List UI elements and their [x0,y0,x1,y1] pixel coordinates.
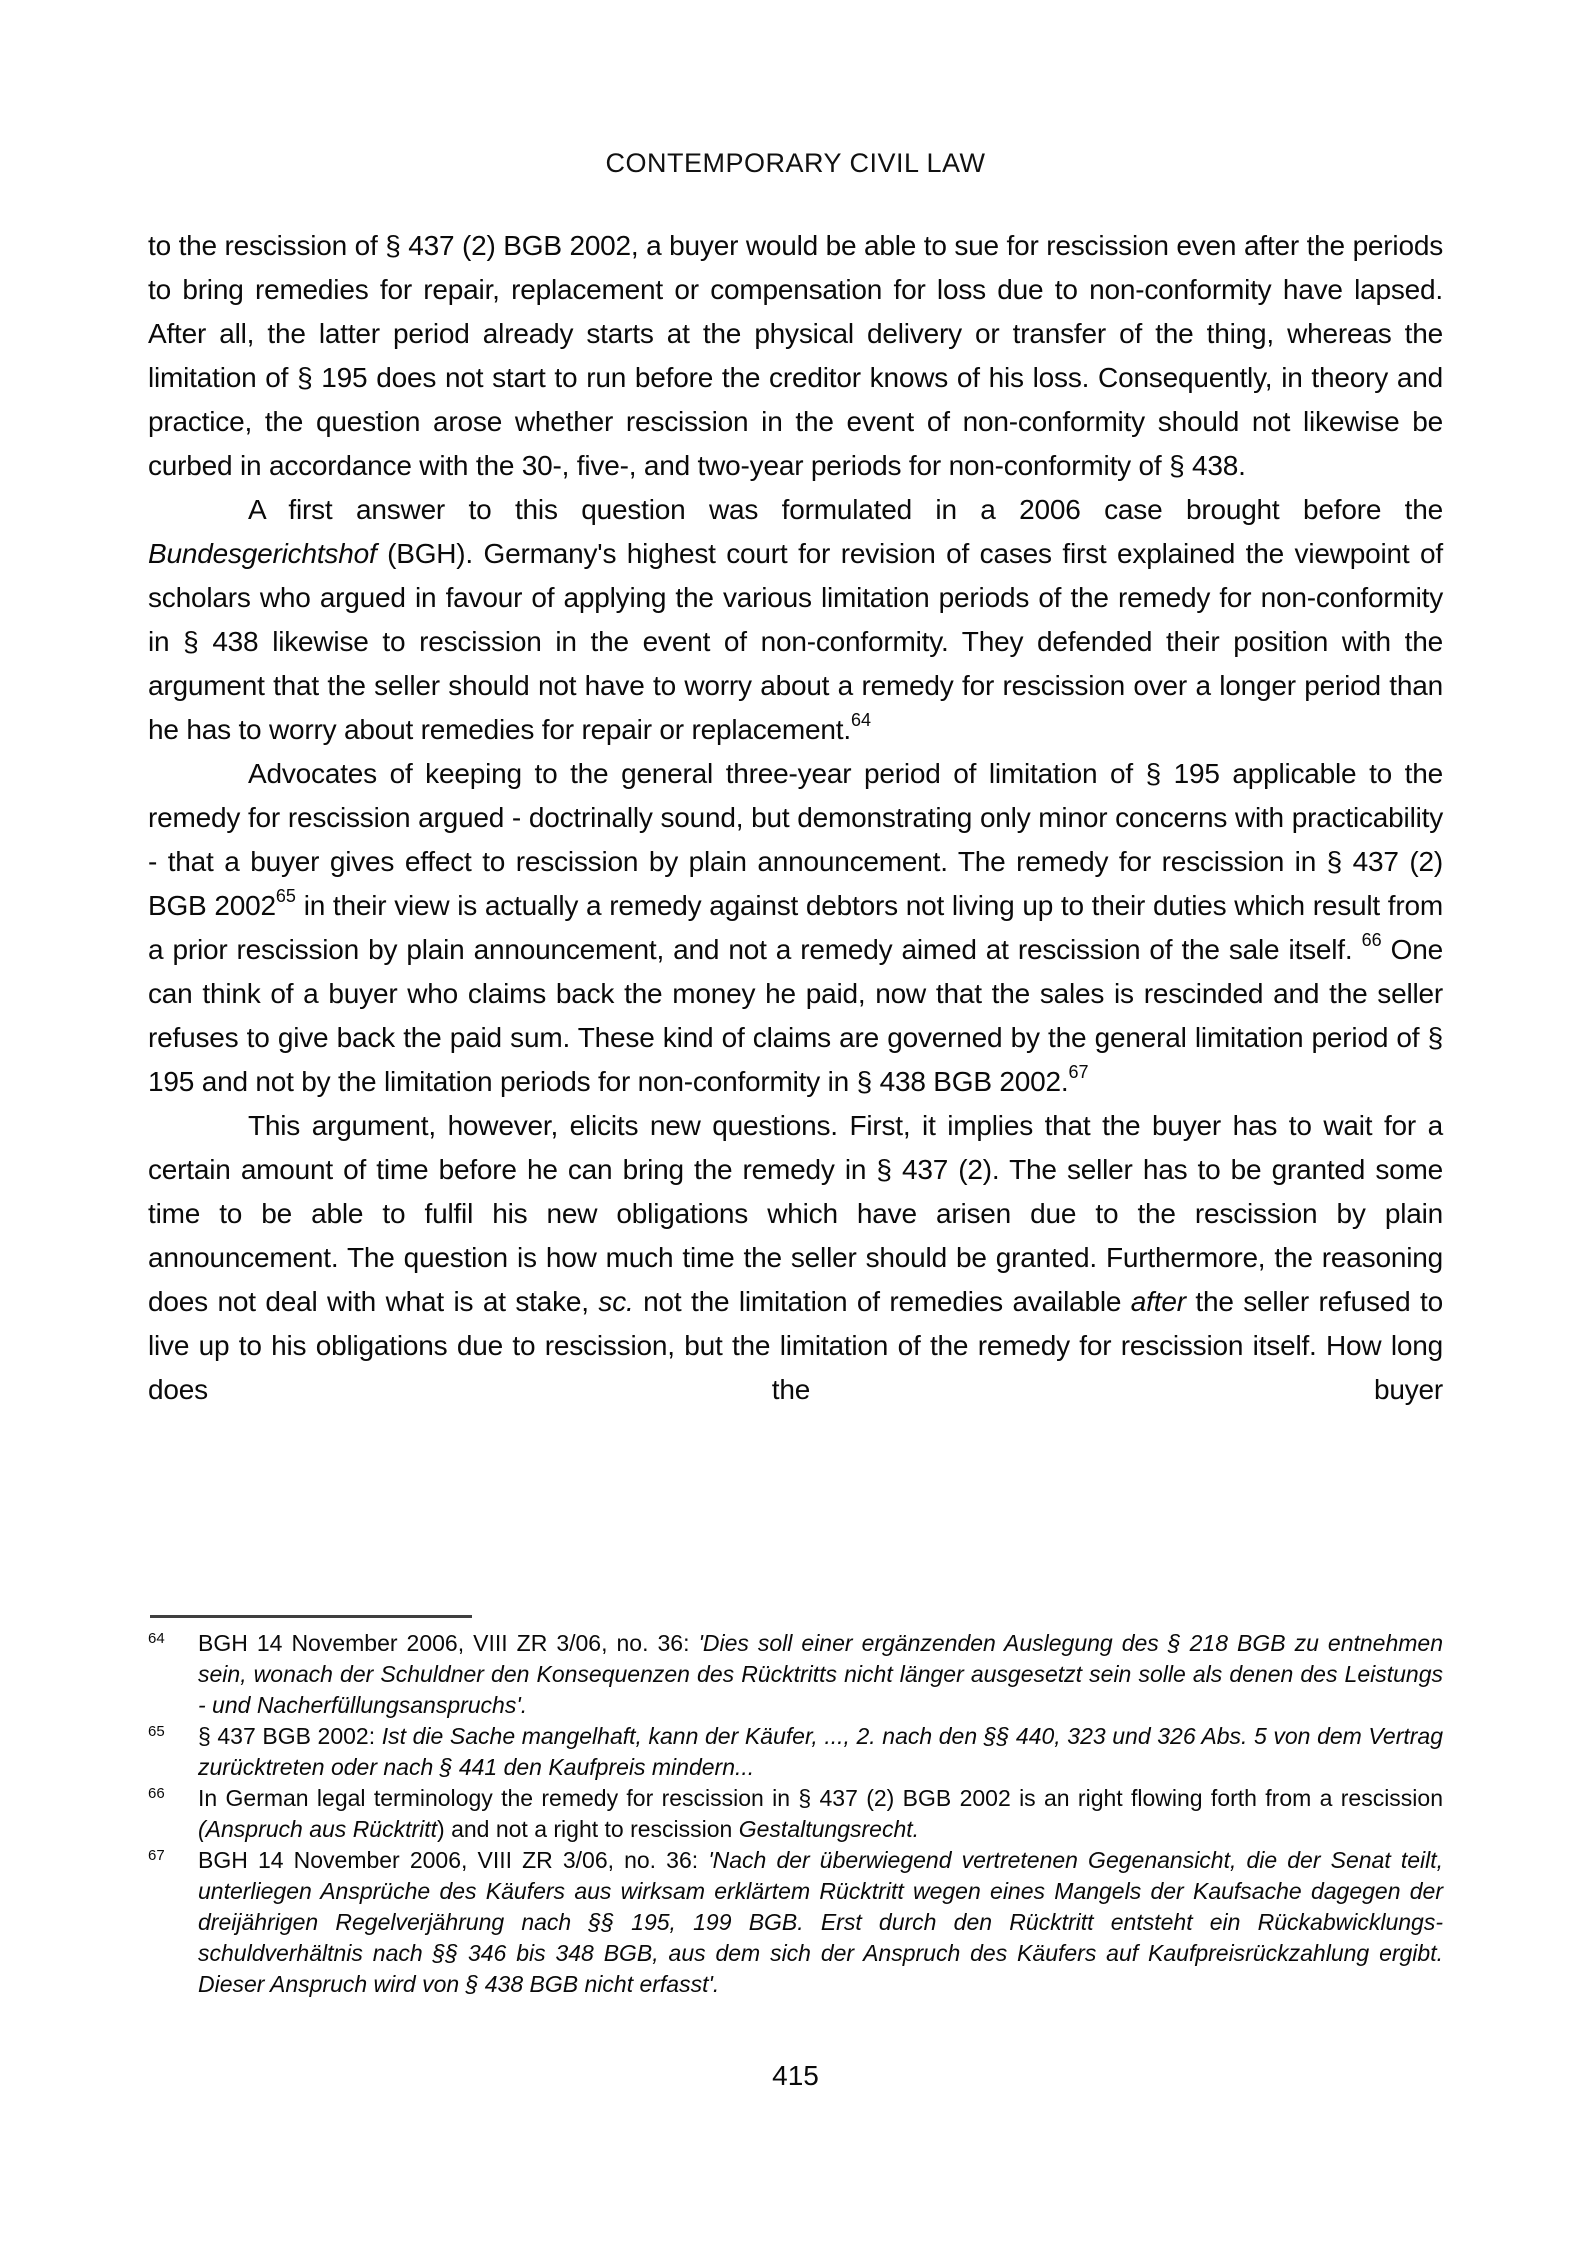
italic-text-run: 'Dies soll einer ergänzenden Auslegung des § 218 BGB zu entnehmen sein, wonach der Schuldner den Konsequenzen des Rücktritts nicht länger ausgesetzt sein solle als denen des Leistungs - und Nacherfüllungsanspruchs'. [198,1630,1443,1718]
footnote [148,1783,1443,1845]
text-run: to the rescission of § 437 (2) BGB 2002, a buyer would be able to sue for rescission even after the periods to bring remedies for repair, replacement or compensation for loss due to non-conformity have lapsed. After all, the latter period already starts at the physical delivery or transfer of the thing, whereas the limitation of § 195 does not start to run before the creditor knows of his loss. Consequently, in theory and practice, the question arose whether rescission in the event of non-conformity should not likewise be curbed in accordance with the 30-, five-, and two-year periods for non-conformity of § 438. [148,230,1443,481]
footnote-reference: 66 [1361,930,1382,950]
italic-text-run: Gestaltungsrecht. [738,1816,920,1842]
text-run: not the limitation of remedies available [633,1286,1131,1317]
footnote-reference: 64 [850,710,871,730]
italic-text-run: after [1130,1286,1186,1317]
footnote-number: 65 [148,1723,165,1740]
paragraph [148,1104,1443,1412]
footnote-number: 67 [148,1847,165,1864]
footnote-reference: 67 [1068,1062,1089,1082]
text-run: A first answer to this question was formulated in a 2006 case brought before the [248,494,1443,525]
footnote-text [198,1845,1443,2000]
text-run: BGH 14 November 2006, VIII ZR 3/06, no. 36: [198,1630,699,1656]
footnote [148,1628,1443,1721]
footnote-separator [150,1615,472,1618]
text-run: in their view is actually a remedy against debtors not living up to their duties which result from a prior rescission by plain announcement, and not a remedy aimed at rescission of the sale itself. [148,890,1443,965]
footnote [148,1721,1443,1783]
footnote-reference: 65 [275,886,296,906]
text-run: § 437 BGB 2002: [198,1723,382,1749]
body-text-block [148,224,1443,1412]
paragraph [148,752,1443,1104]
italic-text-run: Bundesgerichtshof [148,538,377,569]
paragraph [148,224,1443,488]
text-run: BGH 14 November 2006, VIII ZR 3/06, no. 36: [198,1847,709,1873]
footnote-text [198,1783,1443,1845]
running-header [148,148,1443,179]
page-number: 415 [772,2060,819,2091]
text-run: ) and not a right to rescission [437,1816,739,1842]
page-title: CONTEMPORARY CIVIL LAW [605,148,986,178]
text-run: (BGH). Germany's highest court for revision of cases first explained the viewpoint of scholars who argued in favour of applying the various limitation periods of the remedy for non-conformity in § 438 likewise to rescission in the event of non-conformity. They defended their position with the argument that the seller should not have to worry about a remedy for rescission over a longer period than he has to worry about remedies for repair or replacement. [148,538,1443,745]
italic-text-run: (Anspruch aus Rücktritt [198,1816,438,1842]
footnote [148,1845,1443,2000]
italic-text-run: sc. [598,1286,634,1317]
text-run: In German legal terminology the remedy for rescission in § 437 (2) BGB 2002 is an right flowing forth from a rescission [198,1785,1443,1811]
italic-text-run: Ist die Sache mangelhaft, kann der Käufer, ..., 2. nach den §§ 440, 323 und 326 Abs. 5 von dem Vertrag zurücktreten oder nach § 441 den Kaufpreis mindern... [198,1723,1443,1780]
footnote-number: 64 [148,1630,165,1647]
footnotes-section [148,1628,1443,2000]
footnote-text [198,1628,1443,1721]
text-run: Advocates of keeping to the general three-year period of limitation of § 195 applicable to the remedy for rescission argued - doctrinally sound, but demonstrating only minor concerns with practicability - that a buyer gives effect to rescission by plain announcement. The remedy for rescission in § 437 (2) BGB 2002 [148,758,1443,921]
italic-text-run: 'Nach der überwiegend vertretenen Gegenansicht, die der Senat teilt, unterliegen Ansprüche des Käufers aus wirksam erklärtem Rücktritt wegen eines Mangels der Kaufsache dagegen der dreijährigen Regelverjährung nach §§ 195, 199 BGB. Erst durch den Rücktritt entsteht ein Rückabwicklungs-schuldverhältnis nach §§ 346 bis 348 BGB, aus dem sich der Anspruch des Käufers auf Kaufpreisrückzahlung ergibt. Dieser Anspruch wird von § 438 BGB nicht erfasst'. [198,1847,1443,1997]
text-run: One can think of a buyer who claims back the money he paid, now that the sales is rescinded and the seller refuses to give back the paid sum. These kind of claims are governed by the general limitation period of § 195 and not by the limitation periods for non-conformity in § 438 BGB 2002. [148,934,1444,1097]
text-run: This argument, however, elicits new questions. First, it implies that the buyer has to wait for a certain amount of time before he can bring the remedy in § 437 (2). The seller has to be granted some time to be able to fulfil his new obligations which have arisen due to the rescission by plain announcement. The question is how much time the seller should be granted. Furthermore, the reasoning does not deal with what is at stake, [148,1110,1443,1317]
text-run: the seller refused to live up to his obligations due to rescission, but the limitation of the remedy for rescission itself. How long does the buyer [148,1286,1444,1405]
paragraph [148,488,1443,752]
footnote-text [198,1721,1443,1783]
footnote-number: 66 [148,1785,165,1802]
